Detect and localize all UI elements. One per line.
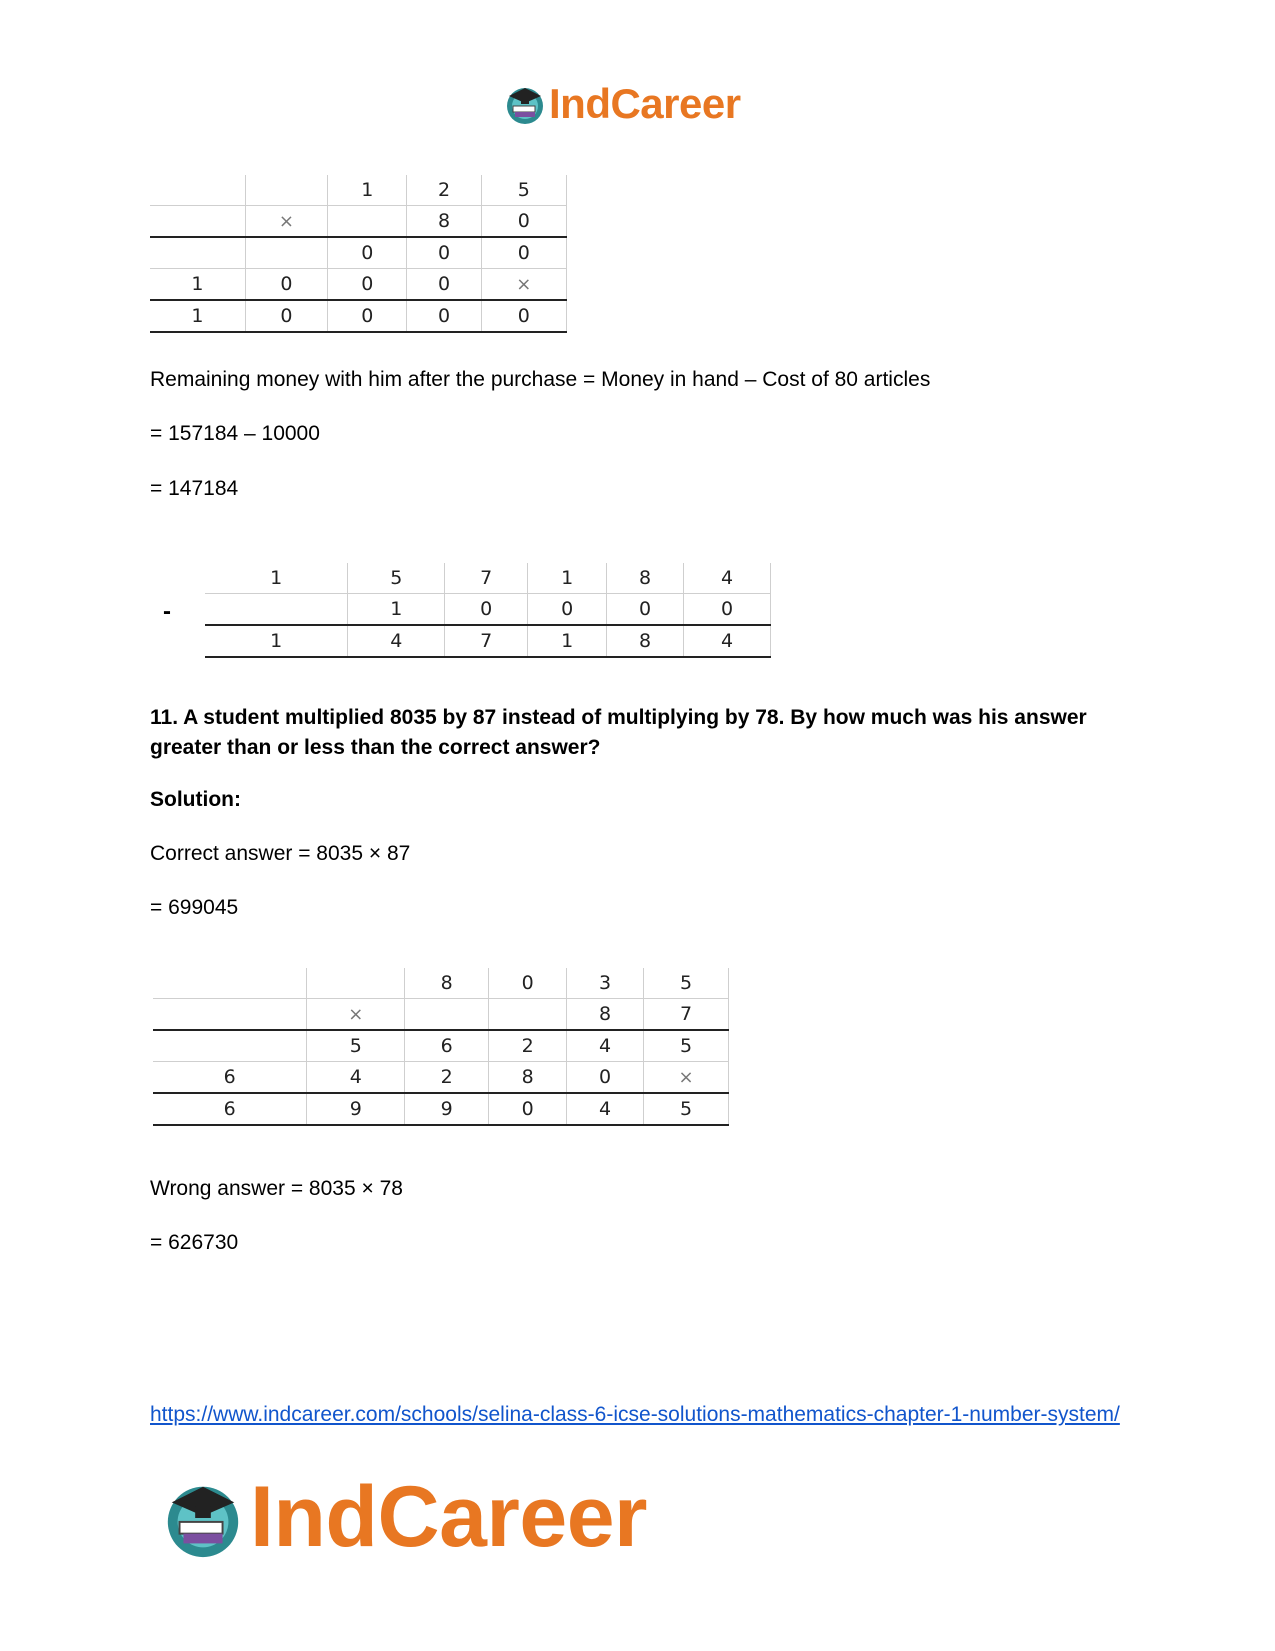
- table-cell: 2: [489, 1030, 567, 1062]
- table-row: [153, 1093, 729, 1125]
- table-cell: 0: [328, 237, 407, 269]
- table-cell: 1: [328, 175, 407, 206]
- table-row: [153, 968, 729, 999]
- table-cell: 1: [528, 625, 607, 657]
- table-cell: 4: [684, 625, 771, 657]
- table-cell: 0: [684, 594, 771, 626]
- table-cell: 0: [445, 594, 528, 626]
- table-cell: 5: [644, 1030, 729, 1062]
- multiplication-table-125x80: [150, 175, 567, 333]
- table-cell: 0: [607, 594, 684, 626]
- table-cell: 1: [150, 300, 245, 332]
- table-cell: [205, 594, 348, 626]
- table-cell: 5: [481, 175, 566, 206]
- graduation-cap-logo-icon: [503, 82, 547, 126]
- table-cell: [245, 175, 327, 206]
- table-cell: [150, 206, 245, 238]
- table-cell: 1: [348, 594, 445, 626]
- table-cell: 0: [407, 237, 481, 269]
- table-cell: 8: [407, 206, 481, 238]
- table-row: [153, 1030, 729, 1062]
- question-11: 11. A student multiplied 8035 by 87 instead of multiplying by 78. By how much was his answer greater than or less than the correct answer?: [150, 706, 1087, 759]
- multiply-symbol-cell: ×: [307, 999, 405, 1031]
- graduation-cap-logo-icon: [160, 1475, 246, 1561]
- table-cell: 9: [405, 1093, 489, 1125]
- table-cell: 0: [528, 594, 607, 626]
- table-cell: 5: [644, 968, 729, 999]
- table-row: [150, 237, 567, 269]
- table-cell: 8: [607, 625, 684, 657]
- wrong-answer-line: Wrong answer = 8035 × 78: [150, 1177, 403, 1200]
- brand-name: IndCareer: [549, 80, 741, 127]
- table-cell: 1: [150, 269, 245, 301]
- table-cell: 0: [567, 1062, 644, 1094]
- table-cell: 0: [407, 300, 481, 332]
- table-row: [150, 206, 567, 238]
- table-cell: 7: [644, 999, 729, 1031]
- table-cell: 2: [405, 1062, 489, 1094]
- table-cell: 2: [407, 175, 481, 206]
- brand-name: IndCareer: [250, 1469, 647, 1565]
- table-cell: 1: [205, 625, 348, 657]
- table-cell: [328, 206, 407, 238]
- table-cell: [307, 968, 405, 999]
- table-cell: 7: [445, 625, 528, 657]
- minus-sign: -: [163, 598, 171, 625]
- table-cell: 9: [307, 1093, 405, 1125]
- table-cell: 4: [567, 1093, 644, 1125]
- table-cell: 4: [567, 1030, 644, 1062]
- table-cell: 4: [307, 1062, 405, 1094]
- table-cell: 8: [489, 1062, 567, 1094]
- table-cell: 4: [684, 563, 771, 594]
- table-cell: 0: [481, 300, 566, 332]
- table-cell: 8: [607, 563, 684, 594]
- table-cell: 5: [307, 1030, 405, 1062]
- table-cell: 3: [567, 968, 644, 999]
- table-cell: 0: [481, 237, 566, 269]
- table-row: [150, 175, 567, 206]
- table-cell: [150, 175, 245, 206]
- table-cell: [153, 968, 307, 999]
- calculation-step: = 157184 – 10000: [150, 422, 320, 445]
- table-cell: 7: [445, 563, 528, 594]
- multiply-symbol-cell: ×: [644, 1062, 729, 1094]
- table-cell: [405, 999, 489, 1031]
- footer-source-link[interactable]: https://www.indcareer.com/schools/selina-class-6-icse-solutions-mathematics-chapter-1-number-system/: [150, 1403, 1120, 1426]
- table-cell: [489, 999, 567, 1031]
- table-cell: 8: [405, 968, 489, 999]
- table-row: [205, 625, 771, 657]
- table-cell: [150, 237, 245, 269]
- multiply-symbol-cell: ×: [245, 206, 327, 238]
- table-row: [205, 563, 771, 594]
- table-row: [150, 269, 567, 301]
- table-cell: 0: [481, 206, 566, 238]
- subtraction-table: [205, 563, 771, 658]
- table-cell: 0: [328, 300, 407, 332]
- table-cell: 0: [489, 1093, 567, 1125]
- table-cell: 6: [405, 1030, 489, 1062]
- table-cell: 0: [328, 269, 407, 301]
- table-cell: 1: [205, 563, 348, 594]
- table-cell: 5: [644, 1093, 729, 1125]
- table-cell: 5: [348, 563, 445, 594]
- table-cell: 0: [489, 968, 567, 999]
- table-row: [205, 594, 771, 626]
- table-cell: 8: [567, 999, 644, 1031]
- table-cell: [245, 237, 327, 269]
- table-cell: 4: [348, 625, 445, 657]
- correct-answer-line: Correct answer = 8035 × 87: [150, 842, 411, 865]
- correct-answer-value: = 699045: [150, 896, 239, 919]
- solution-label: Solution:: [150, 788, 241, 811]
- multiplication-table-8035x87: [153, 968, 729, 1126]
- table-row: [153, 1062, 729, 1094]
- table-cell: 6: [153, 1062, 307, 1094]
- table-cell: 0: [245, 300, 327, 332]
- table-row: [153, 999, 729, 1031]
- table-cell: 1: [528, 563, 607, 594]
- table-cell: [153, 999, 307, 1031]
- calculation-result: = 147184: [150, 477, 239, 500]
- table-row: [150, 300, 567, 332]
- wrong-answer-value: = 626730: [150, 1231, 239, 1254]
- header-logo: [503, 80, 741, 128]
- table-cell: 0: [407, 269, 481, 301]
- footer-logo: [160, 1468, 647, 1567]
- multiply-symbol-cell: ×: [481, 269, 566, 301]
- remaining-money-line: Remaining money with him after the purchase = Money in hand – Cost of 80 articles: [150, 368, 931, 391]
- table-cell: 6: [153, 1093, 307, 1125]
- table-cell: 0: [245, 269, 327, 301]
- table-cell: [153, 1030, 307, 1062]
